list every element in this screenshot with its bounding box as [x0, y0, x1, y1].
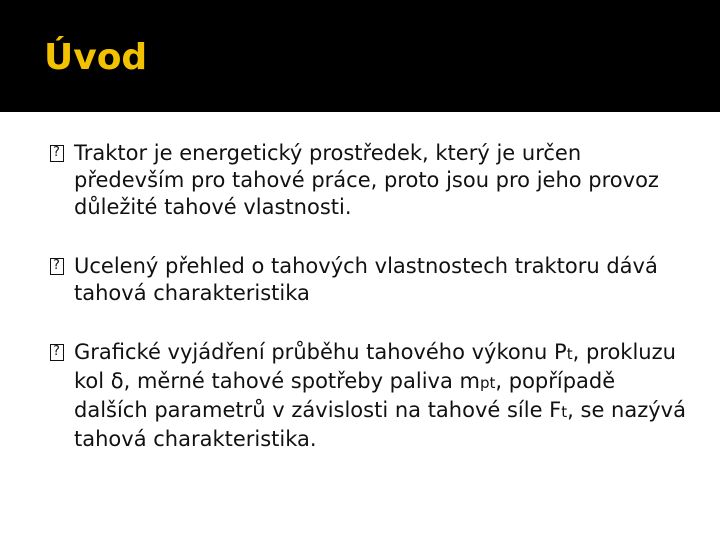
- subscript-text: t: [566, 345, 573, 363]
- slide-title: Úvod: [44, 37, 148, 78]
- subscript-text: t: [561, 403, 568, 421]
- bullet-text: Ucelený přehled o tahových vlastnostech traktoru dává tahová charakteristika: [74, 254, 658, 305]
- bullet-item: [50, 140, 690, 221]
- bullet-text-part: , popřípadě dalších parametrů v závislosti na tahové síle F: [74, 369, 616, 422]
- bullet-item: [50, 339, 690, 453]
- subscript-text: pt: [479, 374, 496, 392]
- bullet-text-part: Grafické vyjádření průběhu tahového výkonu P: [74, 340, 567, 364]
- bullet-text-part: , prokluzu kol δ, měrné tahové spotřeby paliva m: [74, 340, 676, 393]
- bullet-list: [50, 140, 690, 485]
- title-bar: [0, 0, 720, 112]
- bullet-item: [50, 253, 690, 307]
- missing-glyph-box-icon: [50, 258, 64, 275]
- missing-glyph-box-icon: [50, 344, 64, 361]
- bullet-text-part: , se nazývá tahová charakteristika.: [74, 398, 686, 451]
- missing-glyph-box-icon: [50, 145, 64, 162]
- bullet-text: Traktor je energetický prostředek, který je určen především pro tahové práce, proto jsou pro jeho provoz důležité tahové vlastnosti.: [74, 141, 659, 219]
